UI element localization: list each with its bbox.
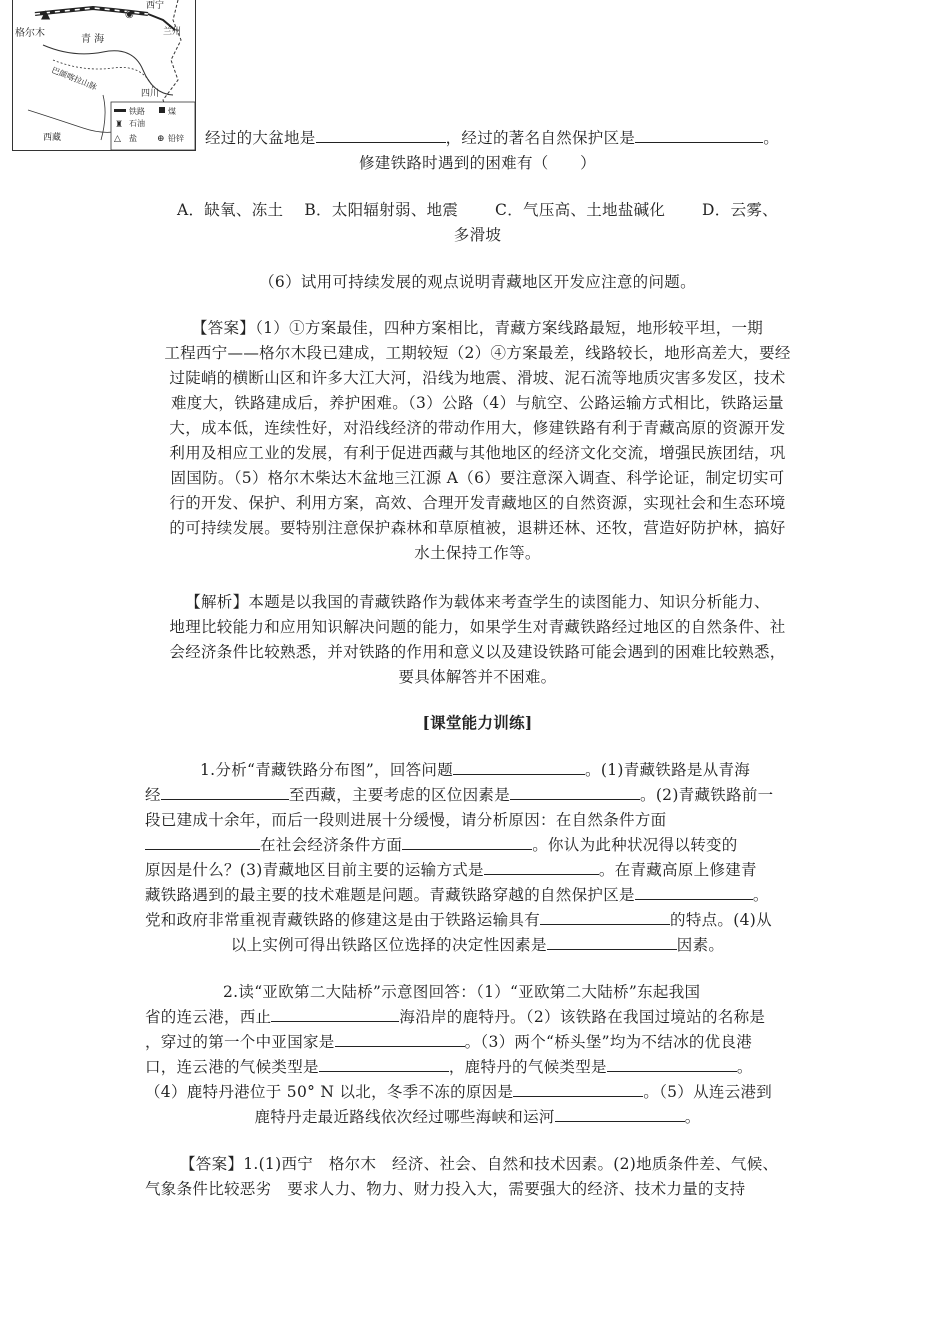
legend-oil: 石油 [129,119,145,128]
answer-blank[interactable] [635,127,763,143]
answer-blank[interactable] [540,909,670,925]
exercise-1: 1.分析“青藏铁路分布图”，回答问题 。(1)青藏铁路是从青海 经 至西藏，主要考虑的区位因素是 。(2)青藏铁路前一 段已建成十余年，而后一段则进展十分缓慢，请分析原因：在自然条件方面 在社会经济条件方面 。你认为此种状况得以转变的 原因是什么？(3)青藏地区目前主要的运输方式是 。在青藏高原上修建青 藏铁路遇到的最主要的技术难题是问题。青藏铁路穿越的自然保护区是 。 党和政府非常重视青藏铁路的修建这是由于铁路运输具有 的特点。(4)从 以上实例可得出铁路区位选择的决定性因素是 因素。 [145,761,774,954]
answer-line: 水土保持工作等。 [414,544,541,562]
answer-blank[interactable] [513,1081,643,1097]
exercise-2: 2.读“亚欧第二大陆桥”示意图回答：（1）“亚欧第二大陆桥”东起我国 省的连云港，西止 海沿岸的鹿特丹。（2）该铁路在我国过境站的名称是 ，穿过的第一个中亚国家是 。（3）两个“桥头堡”均为不结冰的优良港 口，连云港的气候类型是 ，鹿特丹的气候类型是 。 （4）鹿特丹港位于 50° N 以北，冬季不冻的原因是 。（5）从连云港到 鹿特丹走最近路线依次经过哪些海峡和运河 。 [145,983,773,1126]
answer-line: 气象条件比较恶劣 要求人力、物力、财力投入大，需要强大的经济、技术力量的支持 [145,1180,746,1198]
pyramid-icon: ▲ [41,7,51,21]
map-label-sichuan: 四川 [141,89,160,99]
options-line-2: 多滑坡 [453,226,502,244]
legend-railway: 铁路 [129,107,145,116]
oil-icon: ♜ [115,120,124,130]
answer-line: 的可持续发展。要特别注意保护森林和草原植被，退耕还林、还牧，营造好防护林，搞好 [169,519,786,537]
map-label-qinghai: 青 海 [81,34,105,45]
question-6: （6）试用可持续发展的观点说明青藏地区开发应注意的问题。 [259,273,696,291]
legend-salt: 盐 [129,134,137,143]
map-label-bayan: 巴颜喀拉山脉 [50,65,99,92]
answer-blank[interactable] [271,1006,399,1022]
options-line-1: A．缺氧、冻土 B．太阳辐射弱、地震 C．气压高、土地盐碱化 D．云雾、 [177,201,778,219]
answer-blank[interactable] [555,1106,685,1122]
question-5-options [145,198,810,248]
answer-line: 利用及相应工业的发展，有利于促进西藏与其他地区的经济文化交流，增强民族团结，巩 [169,444,786,462]
answer-blank[interactable] [510,784,640,800]
answer-blank[interactable] [484,859,599,875]
answer-blank[interactable] [402,834,532,850]
answer-line: 过陡峭的横断山区和许多大江大河，沿线为地震、滑坡、泥石流等地质灾害多发区，技术 [169,369,786,387]
answer-blank[interactable] [316,127,446,143]
railway-line [35,8,175,30]
map-label-lanzhou: 兰州 [163,27,182,37]
circle-icon: ◉ [125,9,134,20]
analysis-block [145,590,810,690]
analysis-line: 要具体解答并不困难。 [398,668,557,686]
lead-zinc-icon: ⊕ [157,134,165,144]
coal-icon [159,107,165,113]
answer-blank[interactable] [547,934,677,950]
answer-line: 【答案】（1）①方案最佳，四种方案相比，青藏方案线路最短，地形较平坦，一期 [191,319,764,337]
answer-blank[interactable] [453,759,585,775]
salt-icon: △ [114,134,121,144]
section-title: [课堂能力训练] [422,713,533,732]
answer-block-1 [145,316,810,566]
answer-blank[interactable] [319,1056,449,1072]
answer-line: 行的开发、保护、利用方案，高效、合理开发青藏地区的自然资源，实现社会和生态环境 [169,494,786,512]
legend-lead-zinc: 铅锌 [168,134,184,143]
answer-line: 难度大，铁路建成后，养护困难。（3）公路（4）与航空、公路运输方式相比，铁路运量 [171,394,784,412]
legend-coal: 煤 [168,107,176,116]
map-label-xining: 西宁 [146,1,165,11]
question-5-difficulty: 修建铁路时遇到的困难有（ ） [358,154,596,172]
question-5: 经过的大盆地是 ，经过的著名自然保护区是 。 修建铁路时遇到的困难有（ ） [145,126,810,176]
analysis-line: 地理比较能力和应用知识解决问题的能力，如果学生对青藏铁路经过地区的自然条件、社 [169,618,786,636]
map-label-xizang: 西藏 [43,133,62,143]
answer-block-2 [145,1152,810,1202]
analysis-line: 会经济条件比较熟悉，并对铁路的作用和意义以及建设铁路可能会遇到的困难比较熟悉， [169,643,786,661]
answer-line: 大，成本低，连续性好，对沿线经济的带动作用大，修建铁路有利于青藏高原的资源开发 [169,419,786,437]
analysis-line: 【解析】本题是以我国的青藏铁路作为载体来考查学生的读图能力、知识分析能力、 [185,593,770,611]
answer-line: 工程西宁——格尔木段已建成，工期较短（2）④方案最差，线路较长，地形高差大，要经 [164,344,791,362]
answer-line: 【答案】1.(1)西宁 格尔木 经济、社会、自然和技术因素。(2)地质条件差、气候、 [180,1155,779,1173]
answer-line: 固国防。（5）格尔木柴达木盆地三江源 A（6）要注意深入调查、科学论证，制定切实可 [170,469,785,487]
answer-blank[interactable] [635,884,753,900]
map-label-golmud: 格尔木 [15,28,45,39]
answer-blank[interactable] [335,1031,465,1047]
answer-blank[interactable] [145,834,260,850]
answer-blank[interactable] [607,1056,737,1072]
answer-blank[interactable] [161,784,289,800]
